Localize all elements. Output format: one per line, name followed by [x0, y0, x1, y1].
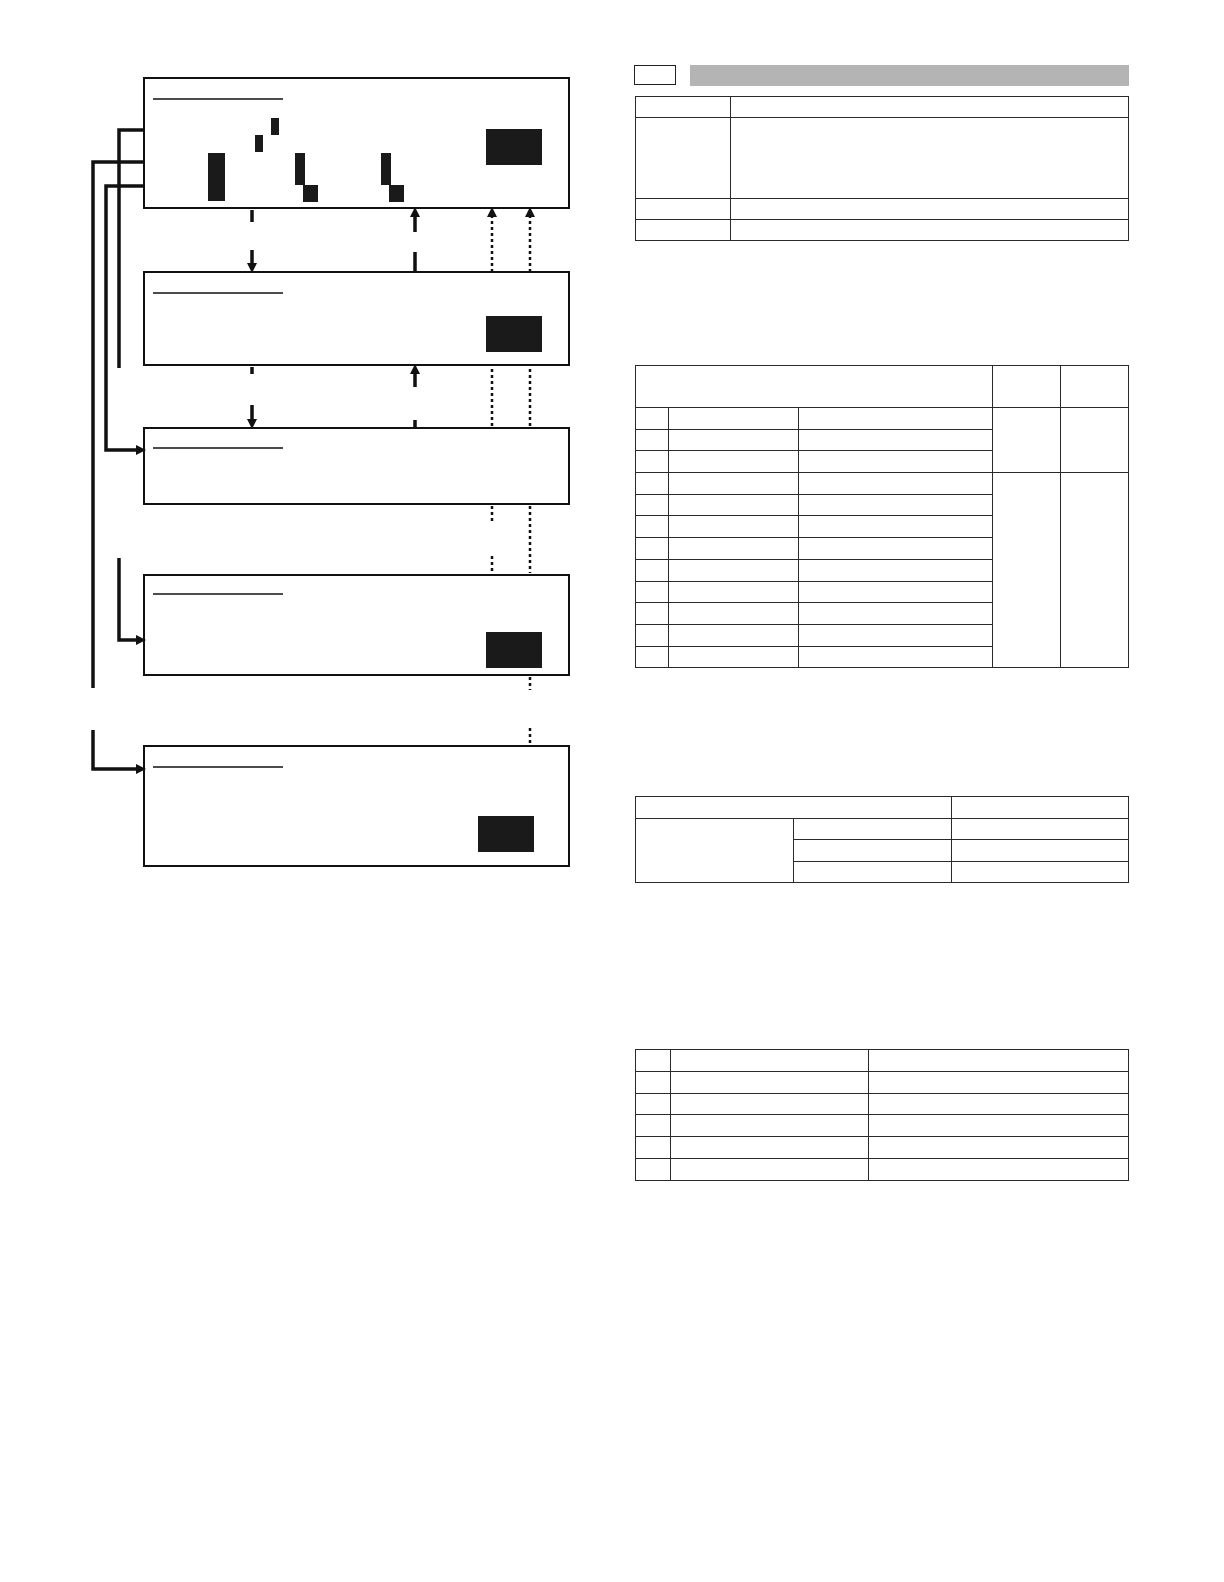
code-table: [635, 365, 1129, 668]
table-row: [636, 1093, 1129, 1115]
table-header-row: [636, 1050, 1129, 1072]
table-row: [636, 220, 1129, 241]
table-row: [636, 199, 1129, 220]
left-connector-lines: [93, 130, 144, 769]
table-header-row: [636, 797, 1129, 819]
key-block: [486, 632, 542, 668]
setting-table: [635, 796, 1129, 883]
table-row: [636, 97, 1129, 118]
screen-flow-diagram: [0, 0, 600, 900]
table-row: [636, 1137, 1129, 1159]
section-tag: [634, 65, 676, 85]
table-row: [636, 1115, 1129, 1137]
table-row: [636, 408, 1129, 430]
table-row: [636, 118, 1129, 199]
screen-4: [144, 575, 569, 675]
table-row: [636, 1071, 1129, 1093]
section-title-bar: [690, 65, 1129, 86]
list-table: [635, 1049, 1129, 1181]
table-row: [636, 473, 1129, 495]
key-block: [486, 129, 542, 165]
info-table: [635, 96, 1129, 241]
key-block: [478, 816, 534, 852]
table-row: [636, 1158, 1129, 1180]
screen-1: [144, 78, 569, 208]
table-header-row: [636, 366, 1129, 408]
screen-5: [144, 746, 569, 866]
screen-3: [144, 428, 569, 504]
table-row: [636, 818, 1129, 840]
screen-2: [144, 272, 569, 365]
key-block: [486, 316, 542, 352]
